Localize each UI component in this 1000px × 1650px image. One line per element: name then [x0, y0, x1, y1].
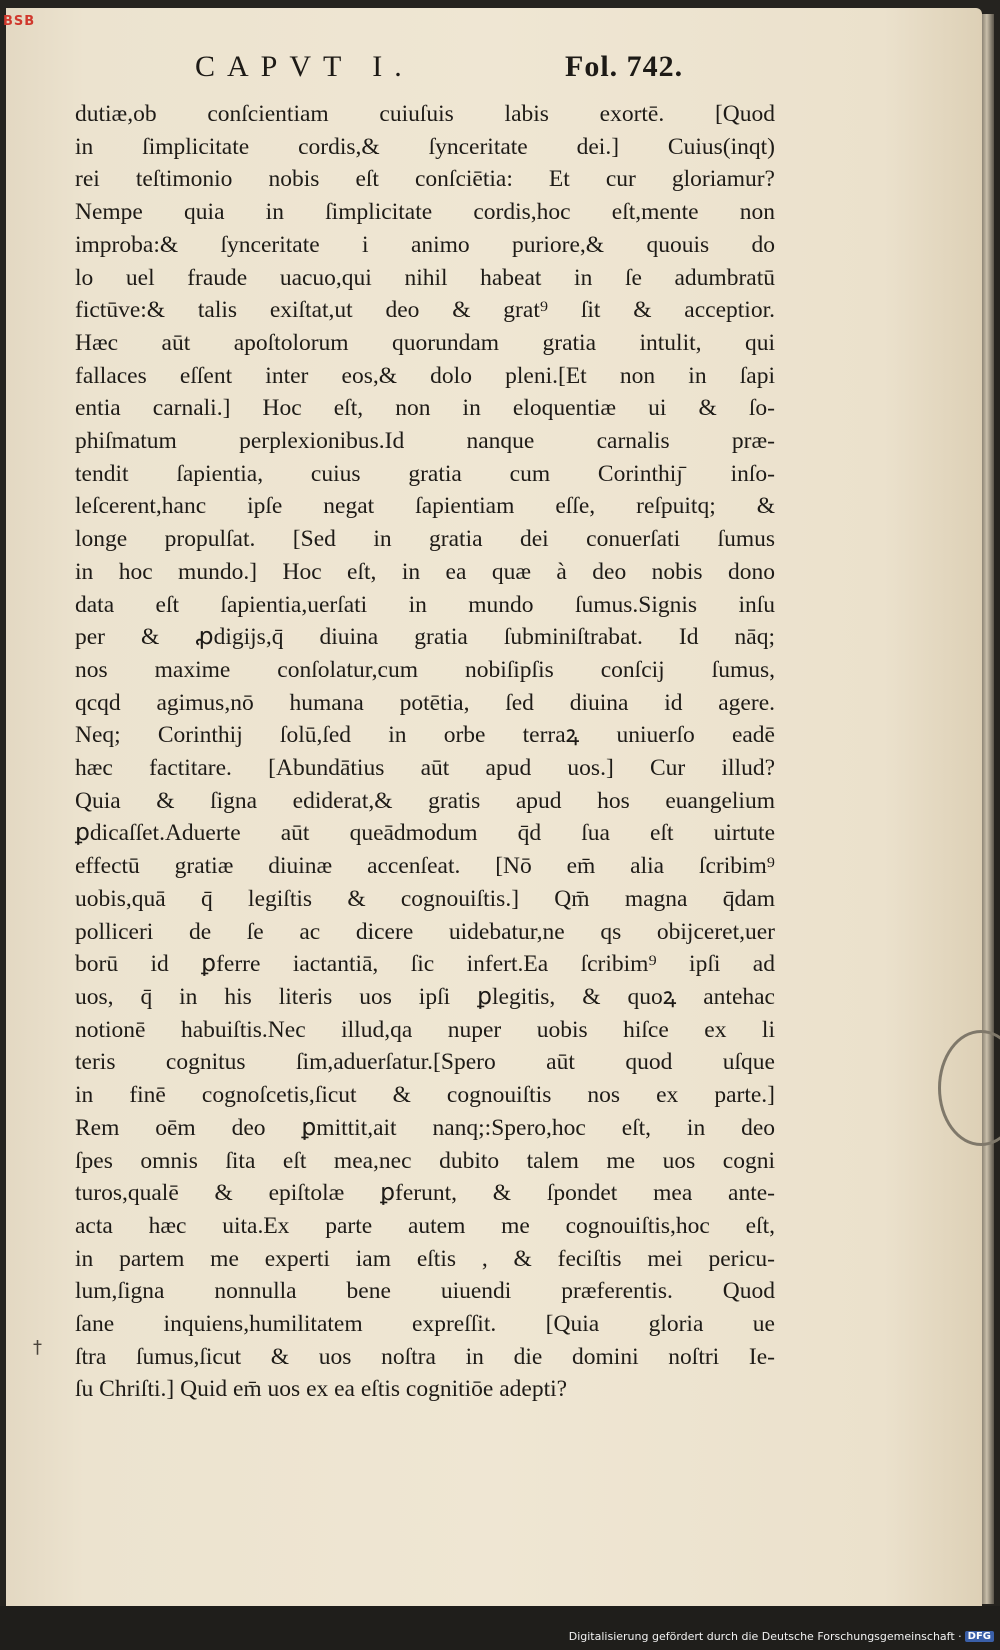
text-line: uos, q̄ in his literis uos ipſi ꝑlegitis, & quoꝝ antehac	[75, 983, 775, 1010]
text-line: borū id ꝑferre iactantiā, ſic infert.Ea ſcribim⁹ ipſi ad	[75, 951, 775, 978]
funding-footer	[569, 1630, 994, 1643]
text-line: ſtra ſumus,ſicut & uos noſtra in die domini noſtri Ie-	[75, 1343, 775, 1370]
text-line: phiſmatum perplexionibus.Id nanque carnalis præ-	[75, 428, 775, 455]
funding-text: Digitalisierung gefördert durch die Deutsche Forschungsgemeinschaft ·	[568, 1630, 962, 1643]
text-line: ꝑdicaſſet.Aduerte aūt queādmodum q̄d ſua eſt uirtute	[75, 820, 775, 847]
text-line: Neq; Corinthij ſolū,ſed in orbe terraꝝ uniuerſo eadē	[75, 722, 775, 749]
dfg-logo-icon: DFG	[965, 1631, 994, 1642]
body-text	[75, 98, 775, 1406]
text-line: rei teſtimonio nobis eſt conſciētia: Et cur gloriamur?	[75, 166, 775, 193]
text-line: polliceri de ſe ac dicere uidebatur,ne qs obijceret,uer	[75, 918, 775, 945]
text-line: teris cognitus ſim,aduerſatur.[Spero aūt quod uſque	[75, 1049, 775, 1076]
footer-bar	[0, 1606, 1000, 1650]
text-line: data eſt ſapientia,uerſati in mundo ſumus.Signis inſu	[75, 591, 775, 618]
text-line: ſu Chriſti.] Quid em̄ uos ex ea eſtis cognitiōe adepti?	[75, 1376, 568, 1403]
running-header	[195, 50, 735, 90]
bsb-library-mark: BSB	[3, 14, 36, 29]
text-line: uobis,quā q̄ legiſtis & cognouiſtis.] Qm̄ magna q̄dam	[75, 885, 775, 912]
text-line: ſane inquiens,humilitatem expreſſit. [Quia gloria ue	[75, 1311, 775, 1338]
page-edge	[982, 14, 994, 1604]
chapter-heading: CAPVT I.	[195, 50, 414, 83]
text-line: in ſimplicitate cordis,& ſynceritate dei.] Cuius(inqt)	[75, 133, 775, 160]
text-line: in hoc mundo.] Hoc eſt, in ea quæ à deo nobis dono	[75, 558, 775, 585]
text-line: fallaces eſſent inter eos,& dolo pleni.[Et non in ſapi	[75, 362, 775, 389]
text-line: longe propulſat. [Sed in gratia dei conuerſati ſumus	[75, 526, 775, 553]
text-line: effectū gratiæ diuinæ accenſeat. [Nō em̄ alia ſcribim⁹	[75, 853, 775, 880]
text-line: turos,qualē & epiſtolæ ꝑferunt, & ſpondet mea ante-	[75, 1180, 775, 1207]
text-line: notionē habuiſtis.Nec illud,qa nuper uobis hiſce ex li	[75, 1016, 775, 1043]
folio-number: Fol. 742.	[565, 50, 684, 83]
margin-mark: †	[33, 1337, 42, 1358]
text-line: entia carnali.] Hoc eſt, non in eloquentiæ ui & ſo-	[75, 395, 775, 422]
text-line: in partem me experti iam eſtis , & feciſtis mei pericu-	[75, 1245, 775, 1272]
text-line: Quia & ſigna ediderat,& gratis apud hos euangelium	[75, 787, 775, 814]
text-line: in finē cognoſcetis,ſicut & cognouiſtis nos ex parte.]	[75, 1082, 775, 1109]
text-line: Rem oēm deo ꝑmittit,ait nanq;:Spero,hoc eſt, in deo	[75, 1114, 775, 1141]
text-line: Hæc aūt apoſtolorum quorundam gratia intulit, qui	[75, 329, 775, 356]
text-line: leſcerent,hanc ipſe negat ſapientiam eſſe, reſpuitq; &	[75, 493, 775, 520]
text-line: lo uel fraude uacuo,qui nihil habeat in ſe adumbratū	[75, 264, 775, 291]
text-line: nos maxime conſolatur,cum nobiſipſis conſcij ſumus,	[75, 656, 775, 683]
text-line: improba:& ſynceritate i animo puriore,& quouis do	[75, 231, 775, 258]
text-line: ſpes omnis ſita eſt mea,nec dubito talem me uos cogni	[75, 1147, 775, 1174]
text-line: tendit ſapientia, cuius gratia cum Corinthiȷ̄ inſo-	[75, 460, 775, 487]
text-line: hæc factitare. [Abundātius aūt apud uos.] Cur illud?	[75, 755, 775, 782]
text-line: Nempe quia in ſimplicitate cordis,hoc eſt,mente non	[75, 199, 775, 226]
text-line: qcqd agimus,nō humana potētia, ſed diuina id agere.	[75, 689, 775, 716]
text-line: per & ꝓdigijs,q̄ diuina gratia ſubminiſtrabat. Id nāq;	[75, 624, 775, 651]
text-line: acta hæc uita.Ex parte autem me cognouiſtis,hoc eſt,	[75, 1212, 775, 1239]
text-line: fictūve:& talis exiſtat,ut deo & grat⁹ ſit & acceptior.	[75, 297, 775, 324]
text-line: lum,ſigna nonnulla bene uiuendi præferentis. Quod	[75, 1278, 775, 1305]
text-line: dutiæ,ob conſcientiam cuiuſuis labis exortē. [Quod	[75, 101, 775, 127]
